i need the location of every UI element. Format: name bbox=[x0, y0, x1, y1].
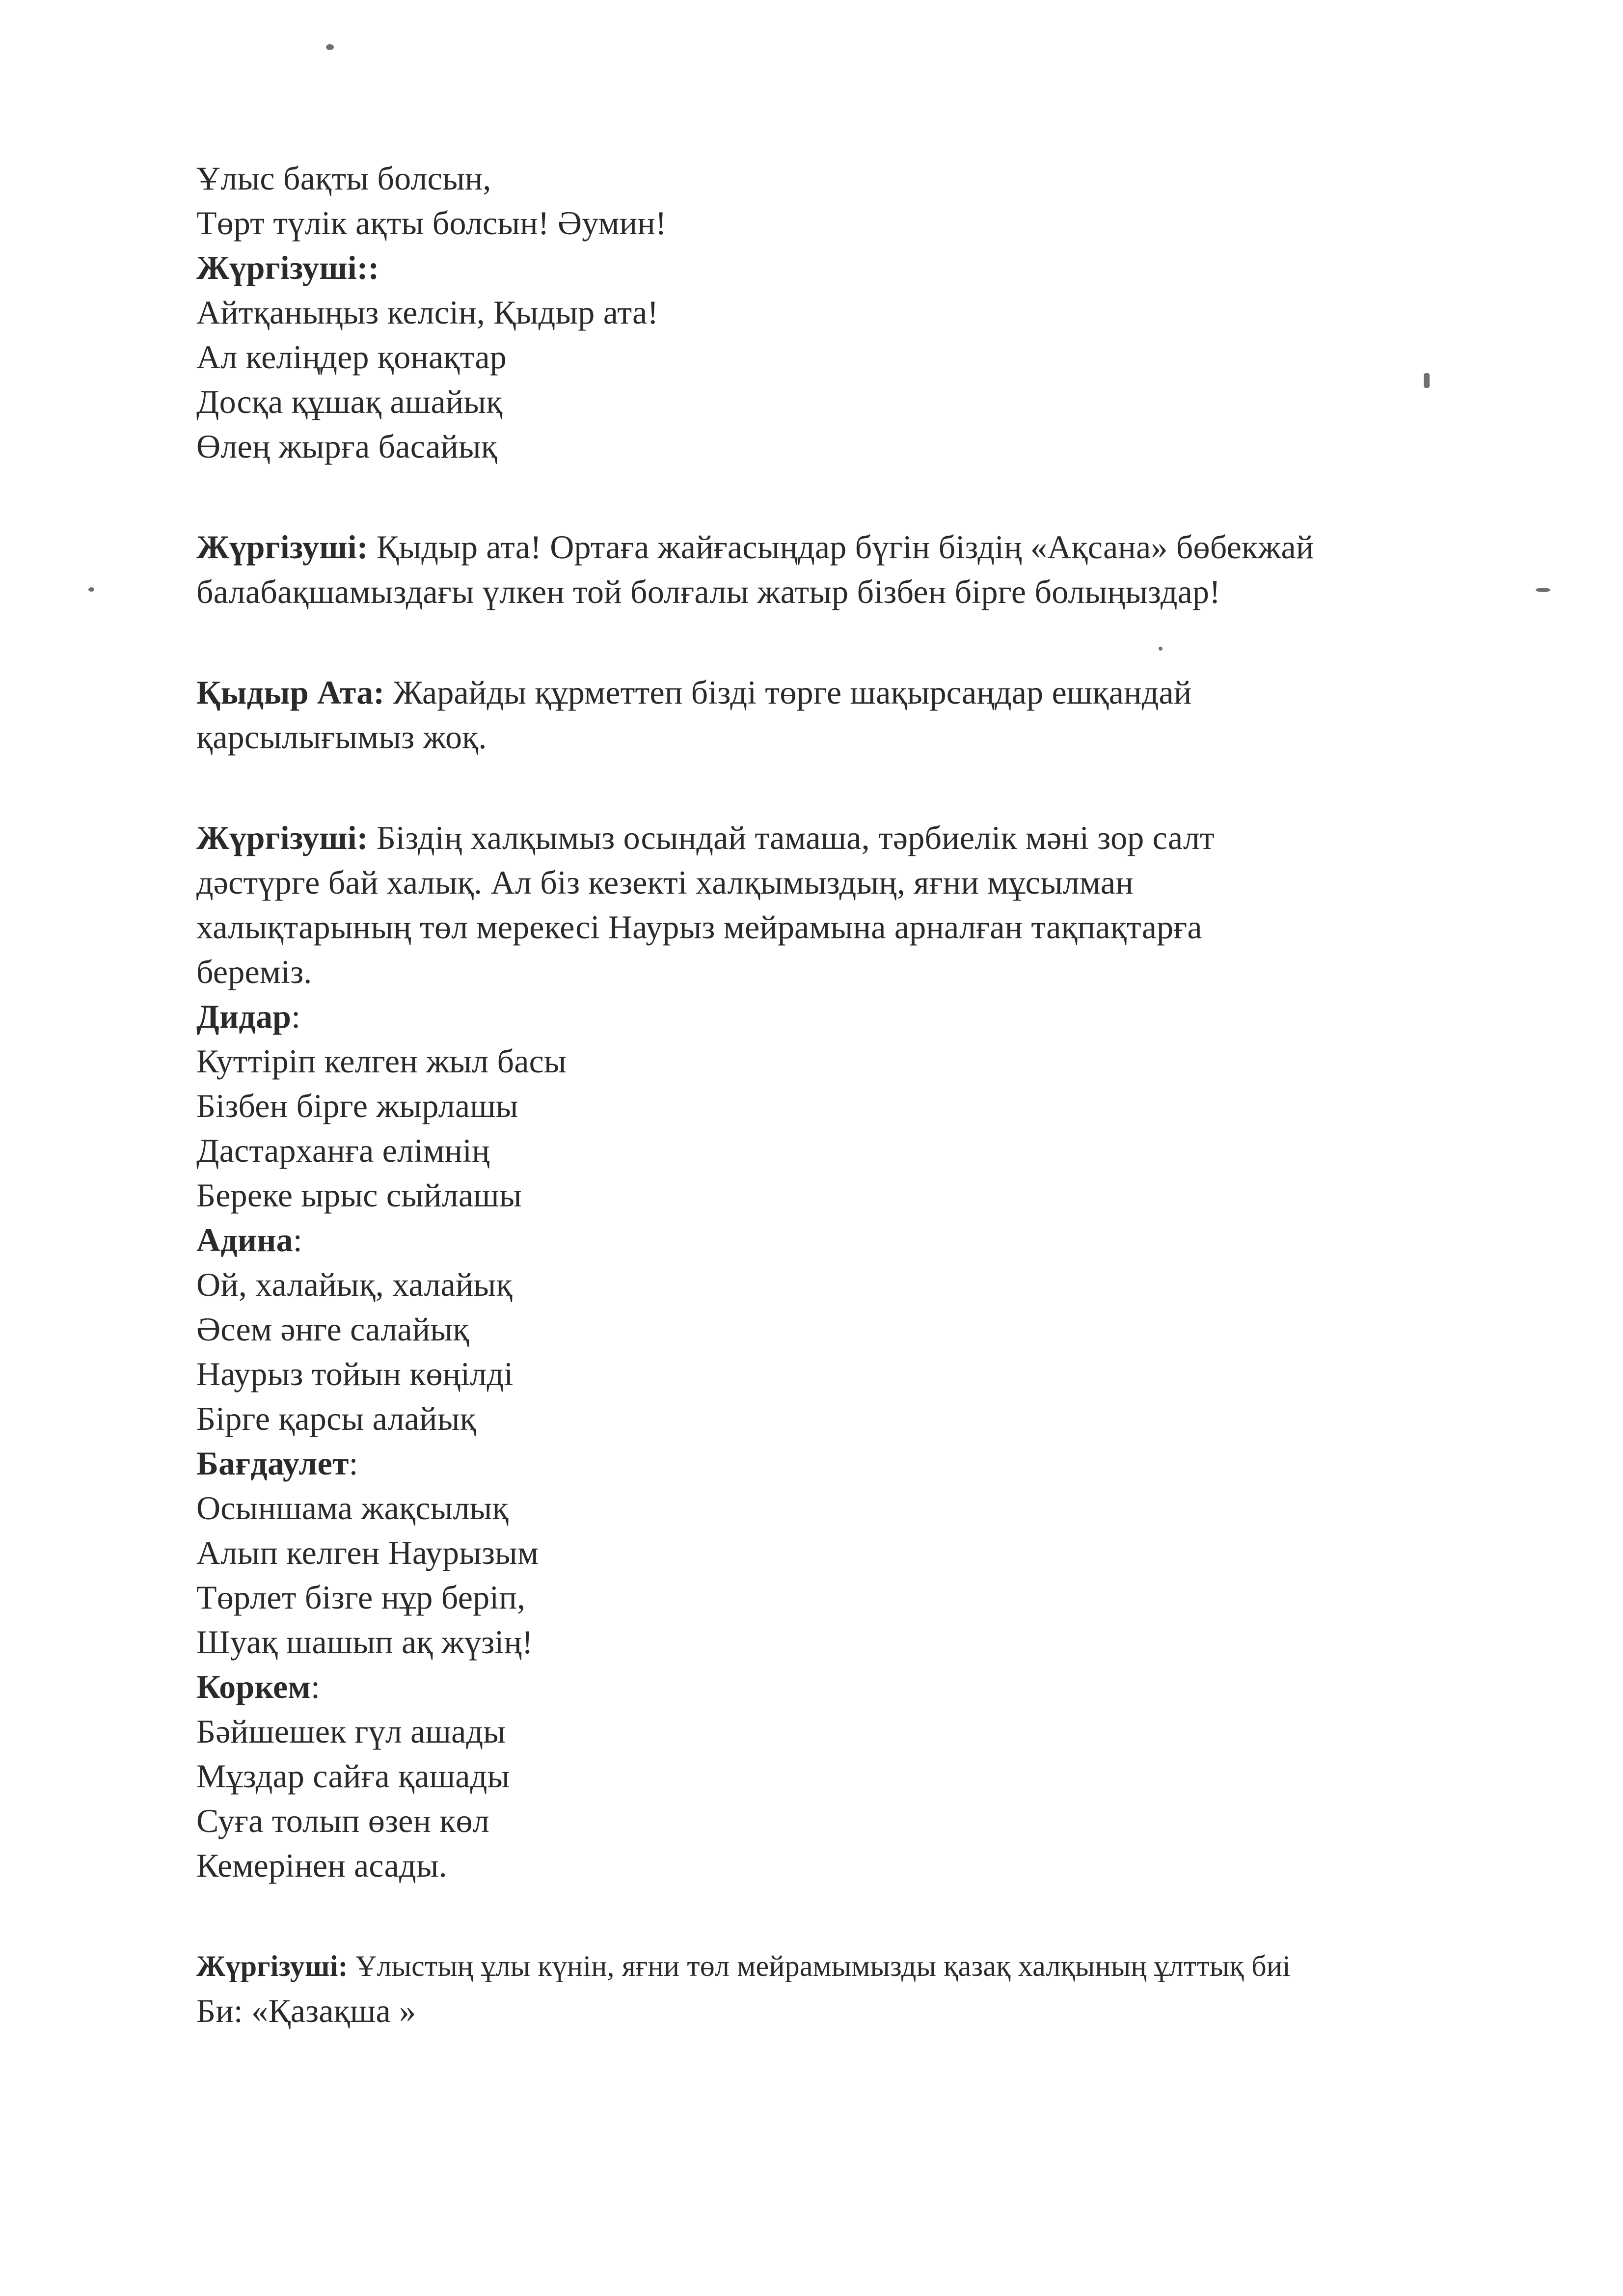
poem-line: Дастарханға елімнің bbox=[196, 1132, 490, 1169]
dialogue-text: дәстүрге бай халық. Ал біз кезекті халқымыздың, яғни мұсылман bbox=[196, 864, 1134, 901]
speaker-label: Бағдаулет bbox=[196, 1445, 349, 1482]
poem-heading: Дидар: bbox=[196, 998, 301, 1035]
document-text bbox=[196, 156, 1522, 2033]
scan-speck bbox=[1536, 588, 1550, 592]
dialogue-text: балабақшамыздағы үлкен той болғалы жатыр бізбен бірге болыңыздар! bbox=[196, 573, 1221, 610]
dialogue-text: Қыдыр ата! Ортаға жайғасыңдар бүгін біздің «Ақсана» бөбекжай bbox=[368, 528, 1314, 566]
speaker-label: Жүргізуші:: bbox=[196, 249, 379, 286]
poem-line: Куттіріп келген жыл басы bbox=[196, 1042, 567, 1080]
poem-line: Бірге қарсы алайық bbox=[196, 1400, 476, 1437]
speaker-label: Адина bbox=[196, 1221, 293, 1258]
poem-line: Ал келіңдер қонақтар bbox=[196, 338, 507, 376]
dialogue-paragraph bbox=[196, 670, 1522, 715]
poem-line: Төрт түлік ақты болсын! Әумин! bbox=[196, 204, 667, 242]
scan-speck bbox=[326, 44, 334, 50]
poem-line: Кемерінен асады. bbox=[196, 1847, 447, 1884]
poem-line: Мұздар сайға қашады bbox=[196, 1757, 510, 1795]
dance-title: Би: «Қазақша » bbox=[196, 1992, 416, 2029]
speaker-label: Қыдыр Ата: bbox=[196, 674, 385, 711]
poem-line: Осыншама жақсылық bbox=[196, 1489, 509, 1527]
dialogue-text: халықтарының төл мерекесі Наурыз мейрамына арналған тақпақтарға bbox=[196, 908, 1202, 946]
dialogue-text: Ұлыстың ұлы күнін, яғни төл мейрамымызды қазақ халқының ұлттық биі bbox=[348, 1950, 1291, 1982]
speaker-label: Коркем bbox=[196, 1668, 311, 1705]
dialogue-text: Жарайды құрметтеп бізді төрге шақырсаңдар ешқандай bbox=[384, 674, 1192, 711]
poem-line: Алып келген Наурызым bbox=[196, 1534, 539, 1571]
speaker-label: Дидар bbox=[196, 998, 292, 1035]
dialogue-text: береміз. bbox=[196, 953, 312, 990]
poem-line: Бізбен бірге жырлашы bbox=[196, 1087, 518, 1124]
poem-line: Береке ырыс сыйлашы bbox=[196, 1176, 522, 1214]
poem-line: Наурыз тойын көңілді bbox=[196, 1355, 514, 1393]
poem-line: Ой, халайық, халайық bbox=[196, 1266, 513, 1303]
poem-line: Ұлыс бақты болсын, bbox=[196, 160, 491, 197]
dialogue-text: қарсылығымыз жоқ. bbox=[196, 718, 487, 756]
speaker-label: Жүргізуші: bbox=[196, 819, 368, 856]
poem-line: Төрлет бізге нұр беріп, bbox=[196, 1579, 526, 1616]
poem-heading: Адина: bbox=[196, 1221, 302, 1258]
scan-speck bbox=[88, 587, 94, 592]
poem-heading: Коркем: bbox=[196, 1668, 321, 1705]
dialogue-text: Біздің халқымыз осындай тамаша, тәрбиелік мәні зор салт bbox=[368, 819, 1215, 856]
poem-line: Досқа құшақ ашайық bbox=[196, 383, 503, 420]
poem-line: Суға толып өзен көл bbox=[196, 1802, 489, 1839]
poem-line: Шуақ шашып ақ жүзің! bbox=[196, 1623, 533, 1661]
poem-line: Әсем әнге салайық bbox=[196, 1311, 469, 1348]
dialogue-paragraph bbox=[196, 525, 1522, 570]
poem-line: Бәйшешек гүл ашады bbox=[196, 1713, 506, 1750]
poem-line: Өлең жырға басайық bbox=[196, 428, 498, 465]
poem-heading: Бағдаулет: bbox=[196, 1445, 358, 1482]
speaker-label: Жүргізуші: bbox=[196, 528, 368, 566]
dialogue-paragraph bbox=[196, 816, 1522, 860]
poem-line: Айтқаныңыз келсін, Қыдыр ата! bbox=[196, 294, 659, 331]
closing-line bbox=[196, 1944, 1522, 1989]
speaker-label: Жүргізуші: bbox=[196, 1950, 348, 1982]
